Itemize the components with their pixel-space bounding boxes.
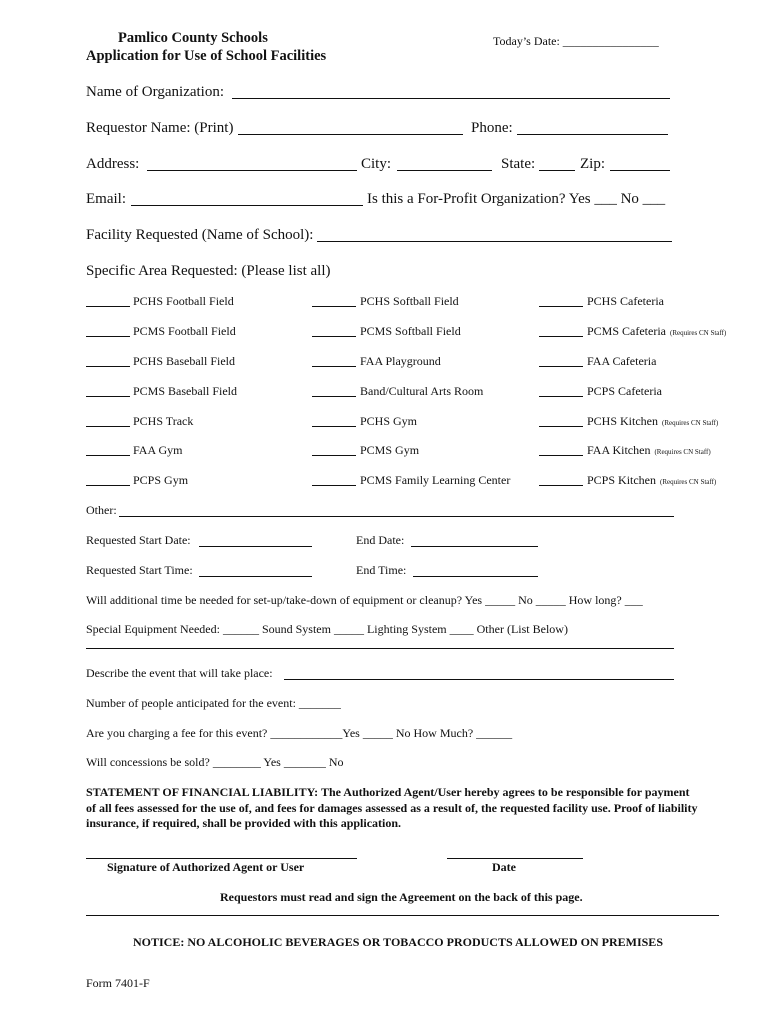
city-label: City: bbox=[361, 156, 392, 172]
area-option-label: PCHS Softball Field bbox=[360, 294, 459, 308]
read-agreement-notice: Requestors must read and sign the Agreement on the back of this page. bbox=[220, 890, 583, 904]
for-profit-question[interactable]: Is this a For-Profit Organization? Yes ___ No ___ bbox=[367, 191, 666, 207]
area-option-label: FAA Cafeteria bbox=[587, 354, 657, 368]
area-check-blank[interactable] bbox=[86, 396, 130, 397]
area-check-blank[interactable] bbox=[86, 455, 130, 456]
city-field[interactable] bbox=[397, 170, 492, 171]
fee-question[interactable]: Are you charging a fee for this event? ____________Yes _____ No How Much? ______ bbox=[86, 726, 513, 740]
area-check-blank[interactable] bbox=[312, 396, 356, 397]
address-label: Address: bbox=[86, 156, 140, 172]
area-option-label: PCHS Kitchen (Requires CN Staff) bbox=[587, 414, 719, 428]
area-option-label: PCPS Gym bbox=[133, 473, 189, 487]
area-check-blank[interactable] bbox=[86, 366, 130, 367]
end-date-label: End Date: bbox=[356, 533, 405, 547]
form-title: Application for Use of School Facilities bbox=[86, 48, 327, 64]
area-check-blank[interactable] bbox=[312, 306, 356, 307]
additional-time-question[interactable]: Will additional time be needed for set-up/take-down of equipment or cleanup? Yes _____ No _____ How long? ___ bbox=[86, 593, 643, 607]
area-check-blank[interactable] bbox=[539, 366, 583, 367]
area-check-blank[interactable] bbox=[312, 485, 356, 486]
phone-label: Phone: bbox=[471, 120, 513, 136]
alcohol-tobacco-notice: NOTICE: NO ALCOHOLIC BEVERAGES OR TOBACCO PRODUCTS ALLOWED ON PREMISES bbox=[133, 935, 663, 949]
people-count-question[interactable]: Number of people anticipated for the event: _______ bbox=[86, 696, 341, 710]
signature-label: Signature of Authorized Agent or User bbox=[107, 860, 305, 874]
email-field[interactable] bbox=[131, 205, 363, 206]
area-option-label: PCHS Baseball Field bbox=[133, 354, 236, 368]
financial-liability-line1: STATEMENT OF FINANCIAL LIABILITY: The Authorized Agent/User hereby agrees to be responsible for payment bbox=[86, 785, 690, 799]
facility-requested-field[interactable] bbox=[317, 241, 672, 242]
cn-staff-note: (Requires CN Staff) bbox=[660, 478, 717, 486]
end-time-label: End Time: bbox=[356, 563, 407, 577]
area-option-label: FAA Gym bbox=[133, 443, 183, 457]
area-option-label: PCMS Football Field bbox=[133, 324, 236, 338]
state-field[interactable] bbox=[539, 170, 575, 171]
area-option-label: PCHS Cafeteria bbox=[587, 294, 664, 308]
school-name: Pamlico County Schools bbox=[118, 30, 268, 46]
equipment-list-field[interactable] bbox=[86, 648, 674, 649]
facility-requested-label: Facility Requested (Name of School): bbox=[86, 227, 314, 243]
concessions-question[interactable]: Will concessions be sold? ________ Yes _______ No bbox=[86, 755, 344, 769]
area-option-label: PCHS Track bbox=[133, 414, 194, 428]
cn-staff-note: (Requires CN Staff) bbox=[670, 329, 727, 337]
zip-label: Zip: bbox=[580, 156, 605, 172]
form-number: Form 7401-F bbox=[86, 976, 150, 990]
requestor-name-field[interactable] bbox=[238, 134, 463, 135]
zip-field[interactable] bbox=[610, 170, 670, 171]
special-equipment-question[interactable]: Special Equipment Needed: ______ Sound System _____ Lighting System ____ Other (List Below) bbox=[86, 622, 568, 636]
area-option-label: PCHS Football Field bbox=[133, 294, 234, 308]
area-option-label: PCMS Gym bbox=[360, 443, 420, 457]
financial-liability-line3: insurance, if required, shall be provided with this application. bbox=[86, 816, 402, 830]
area-check-blank[interactable] bbox=[539, 336, 583, 337]
section-divider bbox=[86, 915, 719, 916]
end-time-field[interactable] bbox=[413, 576, 538, 577]
area-option-label: FAA Kitchen (Requires CN Staff) bbox=[587, 443, 711, 457]
area-check-blank[interactable] bbox=[312, 336, 356, 337]
area-check-blank[interactable] bbox=[539, 306, 583, 307]
describe-event-field[interactable] bbox=[284, 679, 674, 680]
start-time-label: Requested Start Time: bbox=[86, 563, 193, 577]
describe-event-label: Describe the event that will take place: bbox=[86, 666, 273, 680]
area-option-label: Band/Cultural Arts Room bbox=[360, 384, 484, 398]
other-label: Other: bbox=[86, 503, 117, 517]
area-check-blank[interactable] bbox=[539, 455, 583, 456]
state-label: State: bbox=[501, 156, 536, 172]
area-check-blank[interactable] bbox=[312, 366, 356, 367]
signature-date-field[interactable] bbox=[447, 858, 583, 859]
area-option-label: PCMS Cafeteria (Requires CN Staff) bbox=[587, 324, 727, 338]
financial-liability-line2: of all fees assessed for the use of, and fees for damages assessed as a result of, the requested facility use. Proof of liability bbox=[86, 801, 698, 815]
area-option-label: PCPS Cafeteria bbox=[587, 384, 662, 398]
area-option-label: PCHS Gym bbox=[360, 414, 418, 428]
area-check-blank[interactable] bbox=[539, 396, 583, 397]
area-check-blank[interactable] bbox=[86, 485, 130, 486]
signature-field[interactable] bbox=[86, 858, 357, 859]
end-date-field[interactable] bbox=[411, 546, 538, 547]
area-option-label: PCMS Softball Field bbox=[360, 324, 461, 338]
area-check-blank[interactable] bbox=[539, 426, 583, 427]
email-label: Email: bbox=[86, 191, 126, 207]
area-option-label: FAA Playground bbox=[360, 354, 441, 368]
start-date-label: Requested Start Date: bbox=[86, 533, 191, 547]
todays-date-field[interactable]: Today’s Date: ________________ bbox=[493, 34, 659, 48]
organization-name-field[interactable] bbox=[232, 98, 670, 99]
area-check-blank[interactable] bbox=[86, 426, 130, 427]
start-time-field[interactable] bbox=[199, 576, 312, 577]
requestor-name-label: Requestor Name: (Print) bbox=[86, 120, 234, 136]
area-option-label: PCMS Baseball Field bbox=[133, 384, 238, 398]
address-field[interactable] bbox=[147, 170, 357, 171]
area-check-blank[interactable] bbox=[86, 306, 130, 307]
area-check-blank[interactable] bbox=[312, 426, 356, 427]
area-option-label: PCMS Family Learning Center bbox=[360, 473, 511, 487]
area-check-blank[interactable] bbox=[312, 455, 356, 456]
phone-field[interactable] bbox=[517, 134, 668, 135]
cn-staff-note: (Requires CN Staff) bbox=[662, 419, 719, 427]
area-check-blank[interactable] bbox=[86, 336, 130, 337]
other-field[interactable] bbox=[119, 516, 674, 517]
start-date-field[interactable] bbox=[199, 546, 312, 547]
area-check-blank[interactable] bbox=[539, 485, 583, 486]
signature-date-label: Date bbox=[492, 860, 516, 874]
cn-staff-note: (Requires CN Staff) bbox=[654, 448, 711, 456]
specific-area-label: Specific Area Requested: (Please list all) bbox=[86, 263, 331, 279]
organization-name-label: Name of Organization: bbox=[86, 84, 225, 100]
area-option-label: PCPS Kitchen (Requires CN Staff) bbox=[587, 473, 717, 487]
